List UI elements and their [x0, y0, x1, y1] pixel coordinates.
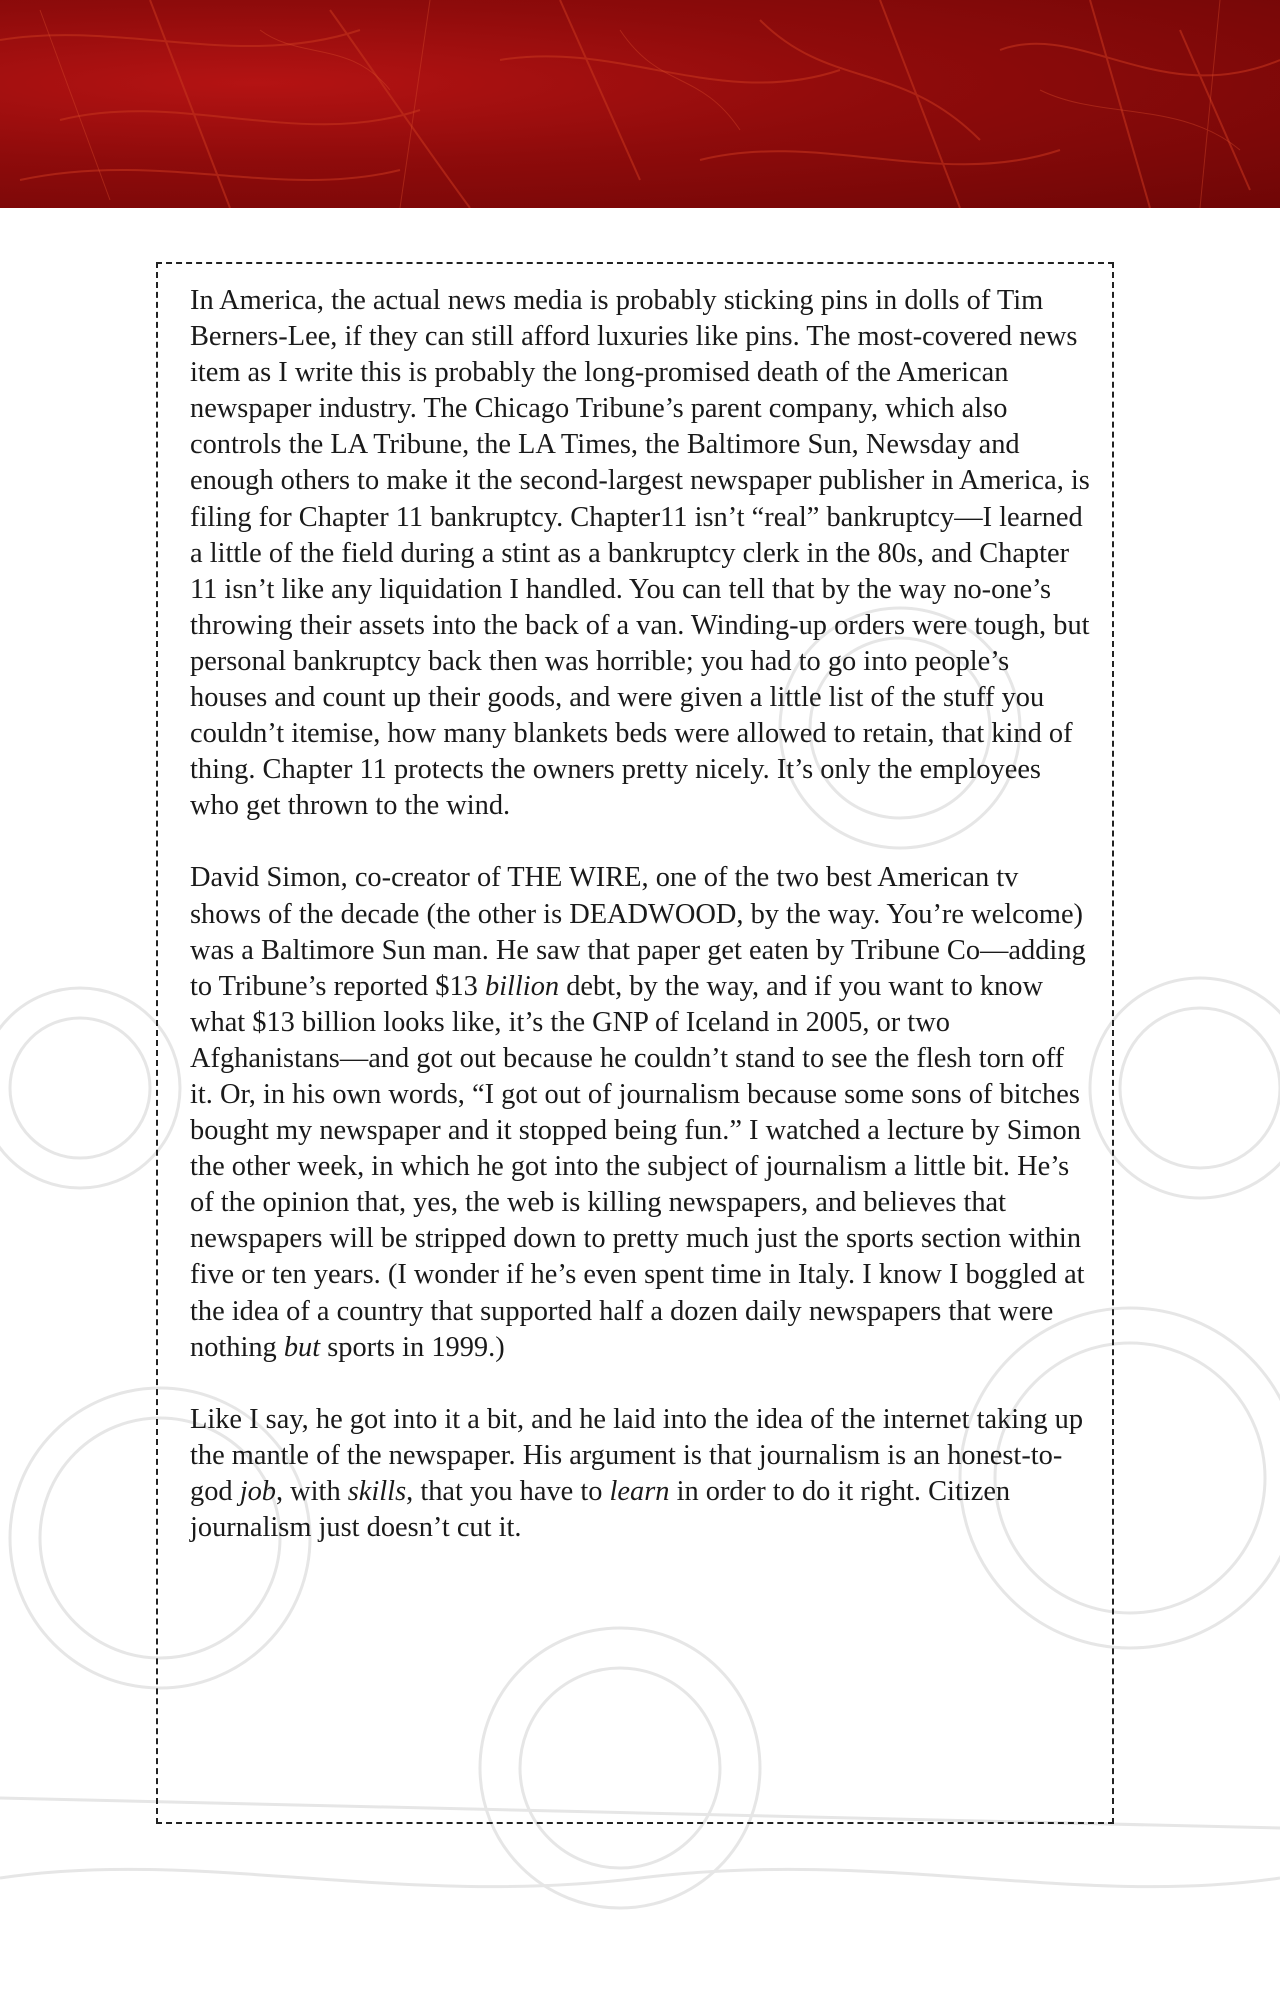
- italic-text: but: [283, 1331, 321, 1363]
- text-run: , with: [275, 1475, 348, 1507]
- text-run: in order to do it right. Citizen journalism just doesn’t cut it.: [190, 1475, 1011, 1543]
- header-banner: [0, 0, 1280, 208]
- article-paragraph: [190, 1402, 1092, 1546]
- text-run: In America, the actual news media is probably sticking pins in dolls of Tim Berners-Lee, if they can still afford luxuries like pins. The most-covered news item as I write this is probably the long-promised death of the American newspaper industry. The Chicago Tribune’s parent company, which also controls the LA Tribune, the LA Times, the Baltimore Sun, Newsday and enough others to make it the second-largest newspaper publisher in America, is filing for Chapter 11 bankruptcy. Chapter11 isn’t “real” bankruptcy—I learned a little of the field during a stint as a bankruptcy clerk in the 80s, and Chapter 11 isn’t like any liquidation I handled. You can tell that by the way no-one’s throwing their assets into the back of a van. Winding-up orders were tough, but personal bankruptcy back then was horrible; you had to go into people’s houses and count up their goods, and were given a little list of the stuff you couldn’t itemise, how many blankets beds were allowed to retain, that kind of thing. Chapter 11 protects the owners pretty nicely. It’s only the employees who get thrown to the wind.: [190, 285, 1090, 822]
- italic-text: billion: [484, 970, 560, 1002]
- italic-text: learn: [609, 1475, 670, 1507]
- text-run: , that you have to: [406, 1475, 610, 1507]
- article-paragraph: [190, 283, 1092, 824]
- article-body: [190, 283, 1092, 1582]
- italic-text: skills: [347, 1475, 407, 1507]
- text-run: sports in 1999.): [320, 1331, 505, 1363]
- scratch-texture: [0, 0, 1280, 208]
- text-run: David Simon, co-creator of THE WIRE, one of the two best American tv shows of the decade (the other is DEADWOOD, by the way. You’re welcome) was a Baltimore Sun man. He saw that paper get eaten by Tribune Co—adding to Tribune’s reported $13: [190, 862, 1086, 1002]
- text-run: Like I say, he got into it a bit, and he laid into the idea of the internet taking up the mantle of the newspaper. His argument is that journalism is an honest-to-god: [190, 1403, 1084, 1507]
- text-run: debt, by the way, and if you want to know what $13 billion looks like, it’s the GNP of Iceland in 2005, or two Afghanistans—and got out because he couldn’t stand to see the flesh torn off it. Or, in his own words, “I got out of journalism because some sons of bitches bought my newspaper and it stopped being fun.” I watched a lecture by Simon the other week, in which he got into the subject of journalism a little bit. He’s of the opinion that, yes, the web is killing newspapers, and believes that newspapers will be stripped down to pretty much just the sports section within five or ten years. (I wonder if he’s even spent time in Italy. I know I boggled at the idea of a country that supported half a dozen daily newspapers that were nothing: [190, 970, 1085, 1363]
- article-paragraph: [190, 860, 1092, 1365]
- italic-text: job: [239, 1475, 276, 1507]
